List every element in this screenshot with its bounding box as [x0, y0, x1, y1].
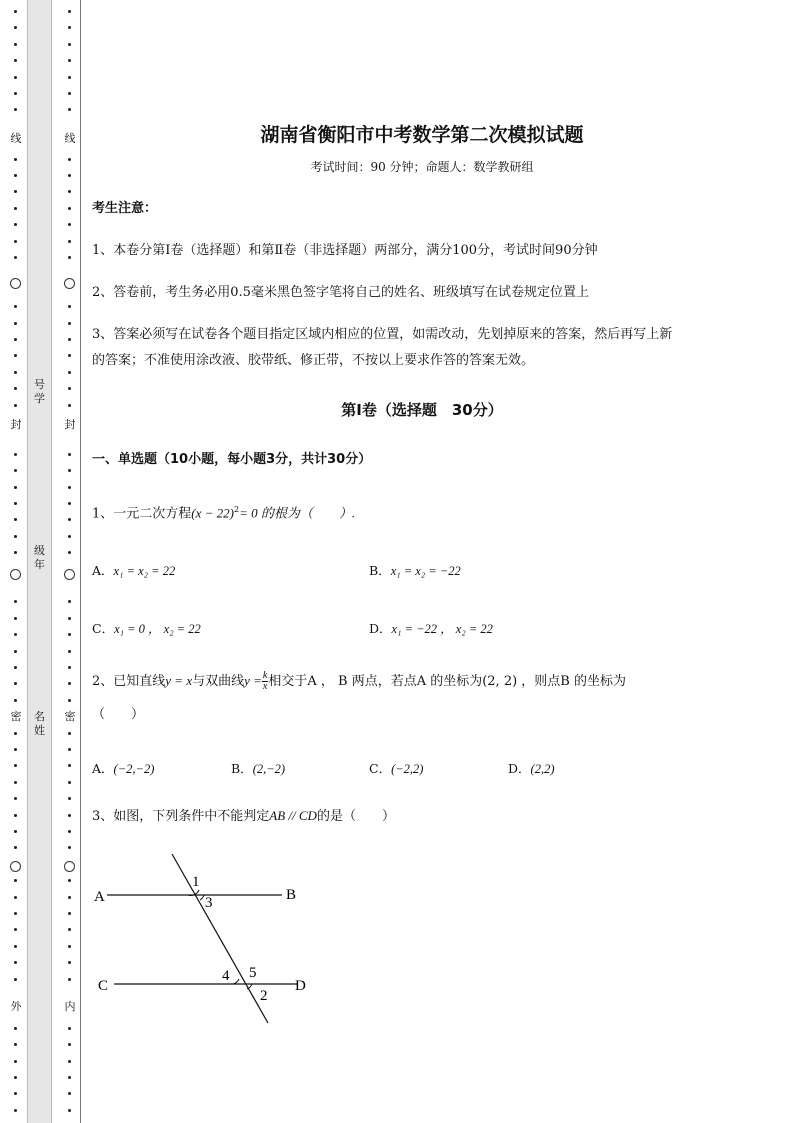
dot	[68, 207, 71, 210]
dot	[68, 158, 71, 161]
dot	[14, 633, 17, 636]
margin-rule	[80, 0, 81, 1123]
dot	[68, 1076, 71, 1079]
q1-equation: (x − 22)	[191, 505, 234, 521]
circle-mark-icon	[10, 278, 21, 289]
dot	[68, 92, 71, 95]
dot	[14, 1076, 17, 1079]
label-d: D	[295, 978, 306, 994]
binding-mark: 外	[6, 1000, 26, 1013]
q1-option-c[interactable]: C．x₁ = 0 ， x₂ = 22	[92, 621, 201, 636]
dot	[14, 453, 17, 456]
dot	[14, 666, 17, 669]
circle-mark-icon	[64, 278, 75, 289]
dot	[14, 59, 17, 62]
dot	[68, 240, 71, 243]
exam-subtitle: 考试时间：90 分钟；命题人：数学教研组	[310, 160, 534, 174]
dot	[68, 1092, 71, 1095]
q1-option-a[interactable]: A．x₁ = x₂ = 22	[92, 563, 176, 578]
dot	[68, 961, 71, 964]
question-2: 2、已知直线y = x与双曲线y = $\frac{k}{x}$ 相交于A ， B 两点，若点A 的坐标为(2, 2) ，则点B 的坐标为	[92, 670, 626, 692]
field-grade: 级 年	[34, 544, 45, 571]
dot	[68, 469, 71, 472]
angle-label-1: 1	[192, 874, 200, 890]
outer-dotted-line	[6, 0, 26, 1123]
dot	[68, 699, 71, 702]
q2-answer-paren: （ ）	[92, 707, 145, 722]
binding-mark: 密	[60, 710, 80, 723]
label-c: C	[98, 978, 109, 994]
binding-mark: 封	[60, 418, 80, 431]
dot	[68, 1060, 71, 1063]
dot	[14, 732, 17, 735]
dot	[68, 43, 71, 46]
dot	[14, 207, 17, 210]
dot	[68, 387, 71, 390]
dot	[14, 1043, 17, 1046]
dot	[14, 978, 17, 981]
dot	[68, 404, 71, 407]
dot	[14, 879, 17, 882]
dot	[68, 830, 71, 833]
dot	[14, 387, 17, 390]
dot	[14, 108, 17, 111]
binding-mark: 线	[60, 132, 80, 145]
dot	[14, 797, 17, 800]
notice-heading: 考生注意：	[92, 201, 158, 216]
label-a: A	[94, 889, 105, 905]
q2-fraction: $\frac{k}{x}$	[262, 670, 268, 692]
dot	[68, 633, 71, 636]
dot	[68, 945, 71, 948]
dot	[68, 764, 71, 767]
angle-label-5: 5	[249, 965, 257, 981]
dot	[68, 732, 71, 735]
dot	[68, 190, 71, 193]
dot	[68, 108, 71, 111]
notice-item-1: 1、本卷分第Ⅰ卷（选择题）和第Ⅱ卷（非选择题）两部分，满分100分，考试时间90分钟	[92, 243, 598, 258]
q1-option-d[interactable]: D．x₁ = −22 ， x₂ = 22	[369, 621, 493, 636]
label-b: B	[286, 887, 297, 903]
circle-mark-icon	[64, 861, 75, 872]
dot	[14, 1109, 17, 1112]
dot	[68, 682, 71, 685]
dot	[14, 1060, 17, 1063]
dot	[14, 469, 17, 472]
dot	[68, 978, 71, 981]
circle-mark-icon	[64, 569, 75, 580]
dot	[14, 256, 17, 259]
dot	[14, 535, 17, 538]
dot	[14, 502, 17, 505]
dot	[14, 617, 17, 620]
dot	[68, 1043, 71, 1046]
angle-4-arc	[233, 979, 239, 984]
dot	[14, 928, 17, 931]
dot	[14, 830, 17, 833]
dot	[14, 961, 17, 964]
dot	[68, 650, 71, 653]
notice-item-2: 2、答卷前，考生务必用0.5毫米黑色签字笔将自己的姓名、班级填写在试卷规定位置上	[92, 285, 589, 300]
binding-mark: 内	[60, 1000, 80, 1013]
circle-mark-icon	[10, 569, 21, 580]
dot	[68, 551, 71, 554]
part1-title: 第Ⅰ卷（选择题 30分）	[341, 401, 503, 419]
dot	[68, 338, 71, 341]
dot	[14, 371, 17, 374]
dot	[14, 551, 17, 554]
dot	[68, 879, 71, 882]
dot	[68, 354, 71, 357]
angle-label-4: 4	[222, 968, 230, 984]
dot	[14, 322, 17, 325]
notice-item-3-cont: 的答案；不准使用涂改液、胶带纸、修正带，不按以上要求作答的答案无效。	[92, 353, 535, 368]
dot	[14, 240, 17, 243]
dot	[14, 682, 17, 685]
dot	[68, 1109, 71, 1112]
dot	[14, 43, 17, 46]
dot	[14, 26, 17, 29]
dot	[14, 76, 17, 79]
dot	[14, 305, 17, 308]
dot	[68, 518, 71, 521]
field-student-number: 号 学	[34, 378, 45, 405]
dot	[68, 617, 71, 620]
dot	[68, 748, 71, 751]
dot	[68, 76, 71, 79]
dot	[14, 1092, 17, 1095]
dot	[14, 190, 17, 193]
dot	[14, 223, 17, 226]
dot	[68, 1027, 71, 1030]
parallel-lines-figure	[92, 848, 322, 1028]
dot	[68, 305, 71, 308]
dot	[68, 912, 71, 915]
dot	[68, 486, 71, 489]
binding-mark: 线	[6, 132, 26, 145]
dot	[14, 92, 17, 95]
binding-mark: 密	[6, 710, 26, 723]
dot	[68, 453, 71, 456]
dot	[14, 354, 17, 357]
dot	[14, 174, 17, 177]
dot	[14, 650, 17, 653]
dot	[68, 666, 71, 669]
dot	[14, 10, 17, 13]
field-name: 名 姓	[34, 710, 45, 737]
notice-item-3: 3、答案必须写在试卷各个题目指定区域内相应的位置，如需改动，先划掉原来的答案，然后再写上新	[92, 327, 673, 342]
dot	[68, 59, 71, 62]
dot	[68, 223, 71, 226]
transversal	[172, 854, 268, 1023]
dot	[14, 814, 17, 817]
dot	[14, 486, 17, 489]
dot	[14, 404, 17, 407]
dot	[68, 502, 71, 505]
dot	[68, 814, 71, 817]
dot	[14, 945, 17, 948]
dot	[68, 781, 71, 784]
dot	[68, 174, 71, 177]
dot	[14, 846, 17, 849]
dot	[68, 846, 71, 849]
dot	[68, 371, 71, 374]
angle-label-2: 2	[260, 988, 268, 1004]
q2-option-d[interactable]: D．(2,2)	[508, 761, 555, 776]
dot	[14, 600, 17, 603]
q2-option-a[interactable]: A．(−2,−2)	[92, 761, 155, 776]
binding-mark: 封	[6, 418, 26, 431]
dot	[14, 748, 17, 751]
q2-option-b[interactable]: B．(2,−2)	[231, 761, 286, 776]
question-1: 1、一元二次方程$(x - 22)^2= 0$ 的根为（ ）.	[92, 505, 356, 522]
dot	[14, 764, 17, 767]
dot	[68, 896, 71, 899]
circle-mark-icon	[10, 861, 21, 872]
page-title: 湖南省衡阳市中考数学第二次模拟试题	[260, 124, 584, 146]
inner-dotted-line	[60, 0, 80, 1123]
dot	[68, 928, 71, 931]
dot	[14, 338, 17, 341]
dot	[14, 158, 17, 161]
q2-option-c[interactable]: C．(−2,2)	[369, 761, 424, 776]
dot	[68, 797, 71, 800]
angle-3-arc	[200, 895, 204, 900]
q1-option-b[interactable]: B．x₁ = x₂ = −22	[369, 563, 461, 578]
binding-margin	[0, 0, 90, 1123]
dot	[14, 912, 17, 915]
dot	[68, 600, 71, 603]
dot	[14, 518, 17, 521]
dot	[68, 10, 71, 13]
dot	[14, 1027, 17, 1030]
dot	[68, 535, 71, 538]
dot	[14, 781, 17, 784]
dot	[68, 26, 71, 29]
angle-label-3: 3	[205, 895, 213, 911]
dot	[68, 322, 71, 325]
dot	[14, 699, 17, 702]
dot	[68, 256, 71, 259]
section-heading: 一、单选题（10小题，每小题3分，共计30分）	[92, 452, 372, 467]
question-3: 3、如图，下列条件中不能判定AB // CD的是（ ）	[92, 808, 395, 824]
dot	[14, 896, 17, 899]
